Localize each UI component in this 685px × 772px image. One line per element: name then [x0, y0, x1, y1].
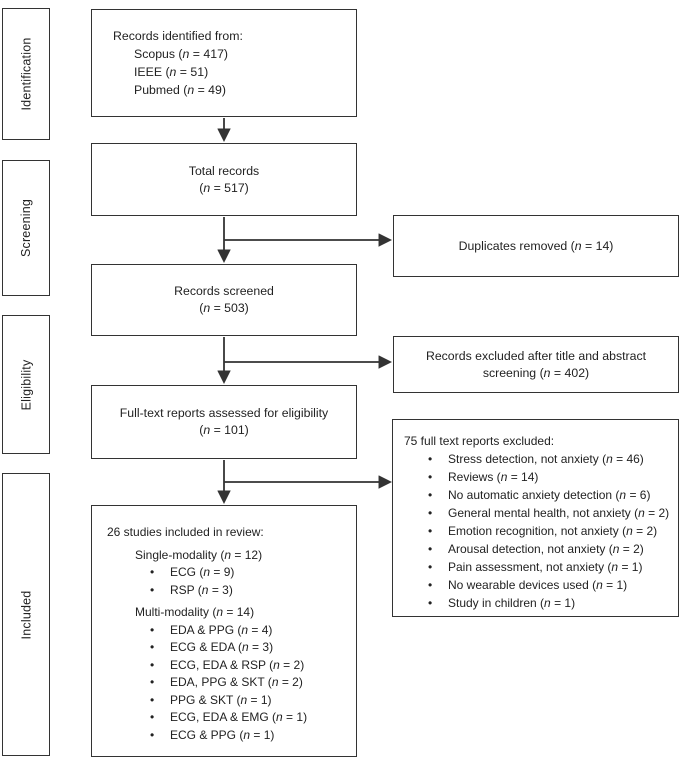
box-records-excluded [393, 336, 679, 393]
records-excluded-line1: Records excluded after title and abstract [425, 348, 647, 363]
modality-item: • ECG (n = 9) [150, 564, 350, 582]
modality-item: • ECG & PPG (n = 1) [150, 727, 350, 745]
stage-eligibility [2, 315, 50, 454]
modality-item: • EDA, PPG & SKT (n = 2) [150, 674, 350, 692]
source-ieee: IEEE (n = 51) [134, 65, 209, 79]
stage-screening [2, 160, 50, 296]
box-studies-included [91, 505, 357, 757]
exclusion-reason: • Reviews (n = 14) [428, 468, 672, 486]
duplicates-removed-text: Duplicates removed (n = 14) [458, 238, 614, 253]
box-records-screened [91, 264, 357, 336]
total-records-count: (n = 517) [199, 180, 249, 195]
box-records-identified [91, 9, 357, 117]
modality-item: • RSP (n = 3) [150, 582, 350, 600]
exclusion-reason: • Emotion recognition, not anxiety (n = 2) [428, 522, 672, 540]
source-scopus: Scopus (n = 417) [134, 47, 229, 61]
modality-item: • ECG & EDA (n = 3) [150, 639, 350, 657]
stage-eligibility-label: Eligibility [19, 359, 34, 410]
stage-screening-label: Screening [19, 198, 33, 258]
modality-item: • EDA & PPG (n = 4) [150, 622, 350, 640]
records-identified-title: Records identified from: [113, 29, 243, 43]
box-duplicates-removed [393, 215, 679, 277]
box-fulltext-assessed [91, 385, 357, 459]
exclusion-reason: • No wearable devices used (n = 1) [428, 576, 672, 594]
exclusion-reason: • Arousal detection, not anxiety (n = 2) [428, 540, 672, 558]
stage-identification-label: Identification [19, 37, 34, 111]
records-screened-line1: Records screened [174, 284, 274, 298]
stage-included [2, 473, 50, 756]
fulltext-assessed-line1: Full-text reports assessed for eligibility [119, 406, 329, 420]
studies-included-title: 26 studies included in review: [107, 525, 264, 539]
box-total-records [91, 143, 357, 216]
source-pubmed: Pubmed (n = 49) [134, 83, 226, 97]
stage-identification [2, 8, 50, 140]
records-screened-count: (n = 503) [199, 301, 249, 315]
group-single-modality: Single-modality (n = 12) [135, 547, 263, 562]
modality-item: • ECG, EDA & RSP (n = 2) [150, 657, 350, 675]
modality-item: • ECG, EDA & EMG (n = 1) [150, 709, 350, 727]
exclusion-reason: • Stress detection, not anxiety (n = 46) [428, 450, 672, 468]
stage-included-label: Included [19, 590, 33, 639]
box-reports-excluded [392, 419, 679, 617]
total-records-line1: Total records [188, 163, 260, 178]
exclusion-reason: • General mental health, not anxiety (n = 2) [428, 504, 672, 522]
reports-excluded-title: 75 full text reports excluded: [404, 434, 555, 448]
exclusion-reason: • Pain assessment, not anxiety (n = 1) [428, 558, 672, 576]
exclusion-reason: • Study in children (n = 1) [428, 594, 672, 612]
modality-item: • PPG & SKT (n = 1) [150, 692, 350, 710]
fulltext-assessed-count: (n = 101) [199, 423, 249, 437]
records-excluded-line2: screening (n = 402) [482, 365, 590, 380]
group-multi-modality: Multi-modality (n = 14) [135, 605, 255, 619]
exclusion-reason: • No automatic anxiety detection (n = 6) [428, 486, 672, 504]
